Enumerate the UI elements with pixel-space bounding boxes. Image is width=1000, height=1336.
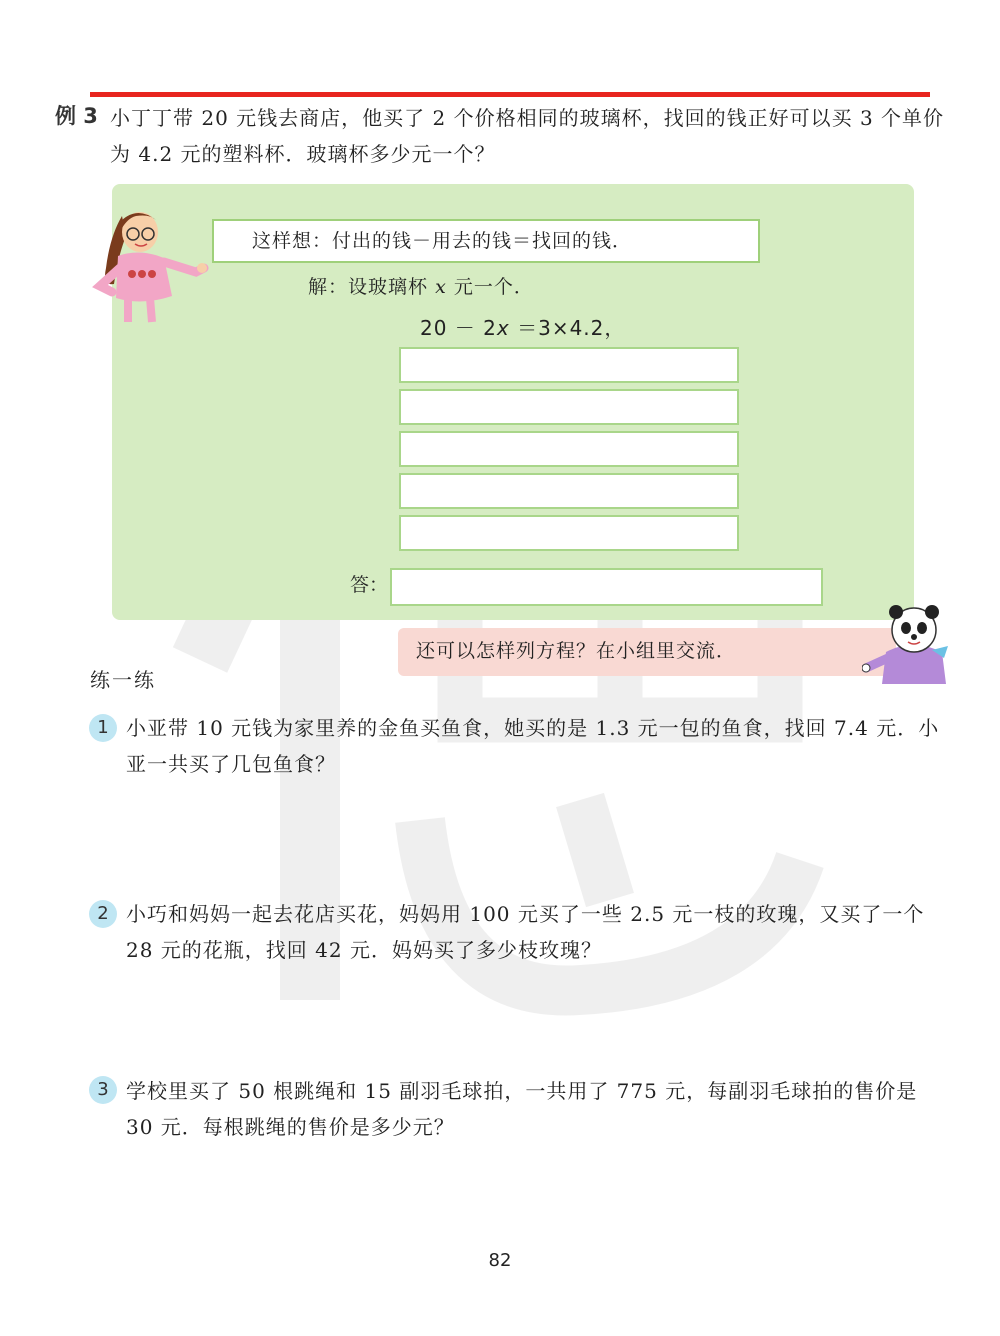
practice-heading: 练一练 — [90, 668, 156, 692]
equation-right: ＝3×4.2， — [509, 316, 626, 340]
problem-number-badge: 2 — [89, 900, 117, 928]
problem-number-badge: 3 — [89, 1076, 117, 1104]
equation-left: 20 － 2 — [420, 316, 497, 340]
example-problem-text: 小丁丁带 20 元钱去商店，他买了 2 个价格相同的玻璃杯，找回的钱正好可以买 3 个单价为 4.2 元的塑料杯．玻璃杯多少元一个？ — [110, 106, 945, 166]
solve-variable: x — [435, 276, 447, 298]
top-red-rule — [90, 92, 930, 97]
panda-illustration — [862, 602, 962, 686]
page-number: 82 — [488, 1250, 512, 1271]
answer-step-input[interactable] — [399, 389, 739, 425]
example-label: 例 3 — [55, 104, 98, 128]
answer-step-input[interactable] — [399, 431, 739, 467]
answer-step-input[interactable] — [399, 515, 739, 551]
discussion-bubble: 还可以怎样列方程？在小组里交流． — [398, 628, 896, 676]
solve-statement — [308, 272, 534, 299]
solve-suffix: 元一个． — [453, 276, 534, 298]
equation-variable: x — [496, 316, 510, 340]
answer-step-input[interactable] — [399, 347, 739, 383]
thinking-hint-box: 这样想：付出的钱－用去的钱＝找回的钱． — [212, 219, 760, 263]
final-answer-input[interactable] — [390, 568, 823, 606]
answer-label: 答： — [350, 574, 389, 596]
girl-teacher-illustration — [92, 206, 210, 326]
answer-step-input[interactable] — [399, 473, 739, 509]
practice-problem-3: 学校里买了 50 根跳绳和 15 副羽毛球拍，一共用了 775 元，每副羽毛球拍的售价是 30 元．每根跳绳的售价是多少元？ — [126, 1079, 918, 1139]
equation — [420, 312, 625, 341]
practice-problem-2: 小巧和妈妈一起去花店买花，妈妈用 100 元买了一些 2.5 元一枝的玫瑰，又买了一个 28 元的花瓶，找回 42 元．妈妈买了多少枝玫瑰？ — [126, 902, 925, 962]
practice-problem-1: 小亚带 10 元钱为家里养的金鱼买鱼食，她买的是 1.3 元一包的鱼食，找回 7.4 元．小亚一共买了几包鱼食？ — [126, 716, 940, 776]
solve-prefix: 解：设玻璃杯 — [308, 276, 429, 298]
problem-number-badge: 1 — [89, 714, 117, 742]
